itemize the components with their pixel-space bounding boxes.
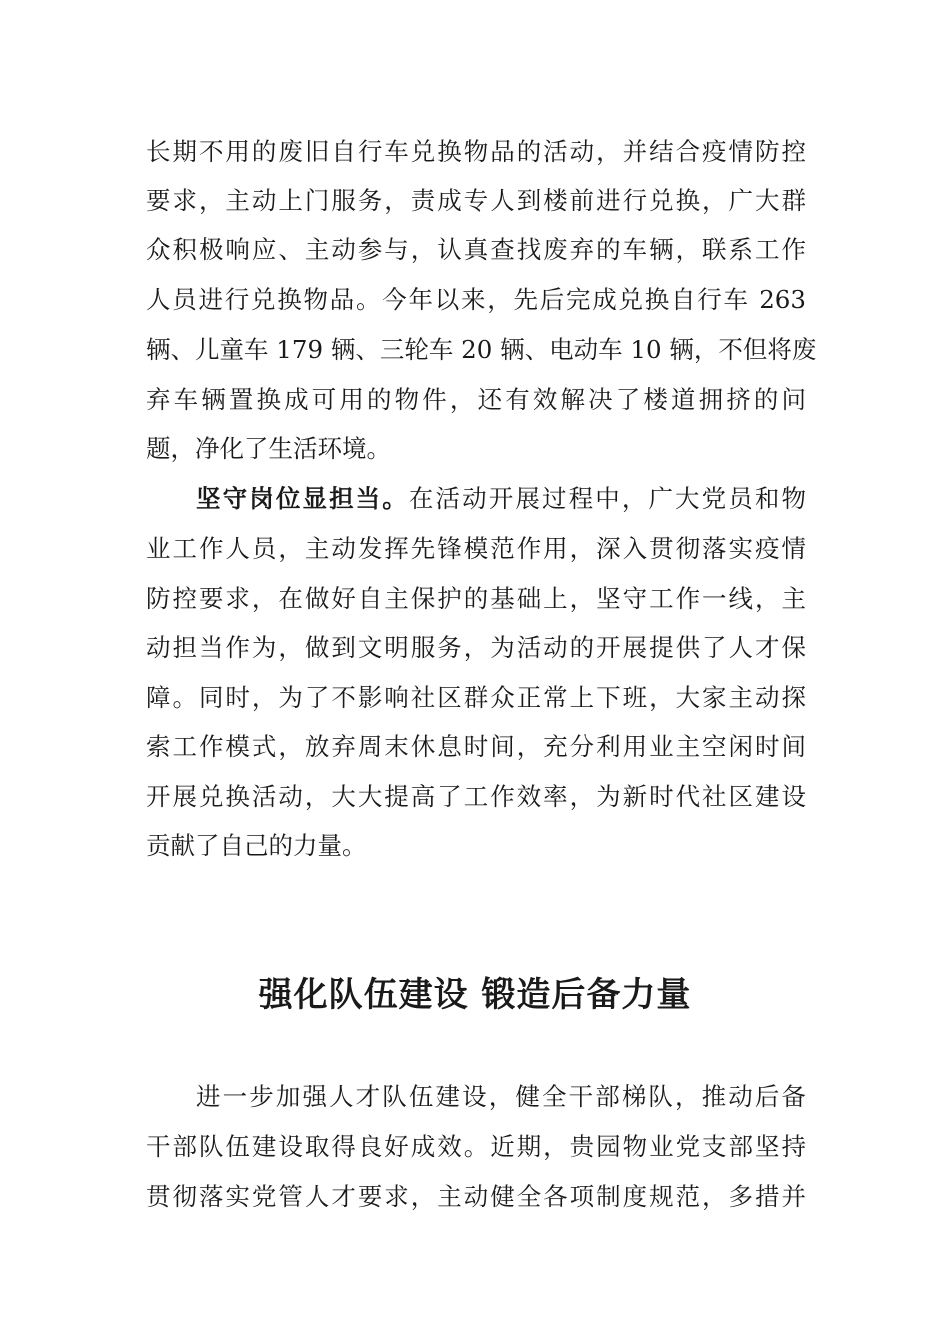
paragraph-line: 人员进行兑换物品。今年以来，先后完成兑换自行车 263 [146,285,806,314]
paragraph-line: 辆、儿童车 179 辆、三轮车 20 辆、电动车 10 辆，不但将废 [146,335,817,364]
paragraph-line: 众积极响应、主动参与，认真查找废弃的车辆，联系工作 [146,235,806,264]
paragraph-line: 障。同时，为了不影响社区群众正常上下班，大家主动探 [146,683,806,712]
paragraph-line: 弃车辆置换成可用的物件，还有效解决了楼道拥挤的问 [146,385,806,414]
paragraph-line: 长期不用的废旧自行车兑换物品的活动，并结合疫情防控 [146,137,806,166]
paragraph-lead-phrase: 坚守岗位显担当。 [196,484,409,513]
paragraph-line: 要求，主动上门服务，责成专人到楼前进行兑换，广大群 [146,186,806,215]
paragraph-line: 贯彻落实党管人才要求，主动健全各项制度规范，多措并 [146,1182,806,1211]
paragraph-line: 业工作人员，主动发挥先锋模范作用，深入贯彻落实疫情 [146,534,806,563]
paragraph-line: 动担当作为，做到文明服务，为活动的开展提供了人才保 [146,633,806,662]
paragraph-line: 题，净化了生活环境。 [146,434,391,463]
paragraph-line: 进一步加强人才队伍建设，健全干部梯队，推动后备 [196,1082,806,1111]
paragraph-line: 干部队伍建设取得良好成效。近期，贵园物业党支部坚持 [146,1132,806,1161]
paragraph-line: 贡献了自己的力量。 [146,831,367,860]
paragraph-line-rest: 在活动开展过程中，广大党员和物 [408,484,807,513]
paragraph-line: 索工作模式，放弃周末休息时间，充分利用业主空闲时间 [146,732,806,761]
paragraph-line: 开展兑换活动，大大提高了工作效率，为新时代社区建设 [146,782,806,811]
section-heading: 强化队伍建设 锻造后备力量 [258,975,692,1015]
paragraph-line: 防控要求，在做好自主保护的基础上，坚守工作一线，主 [146,584,806,613]
paragraph-first-line [196,479,806,519]
